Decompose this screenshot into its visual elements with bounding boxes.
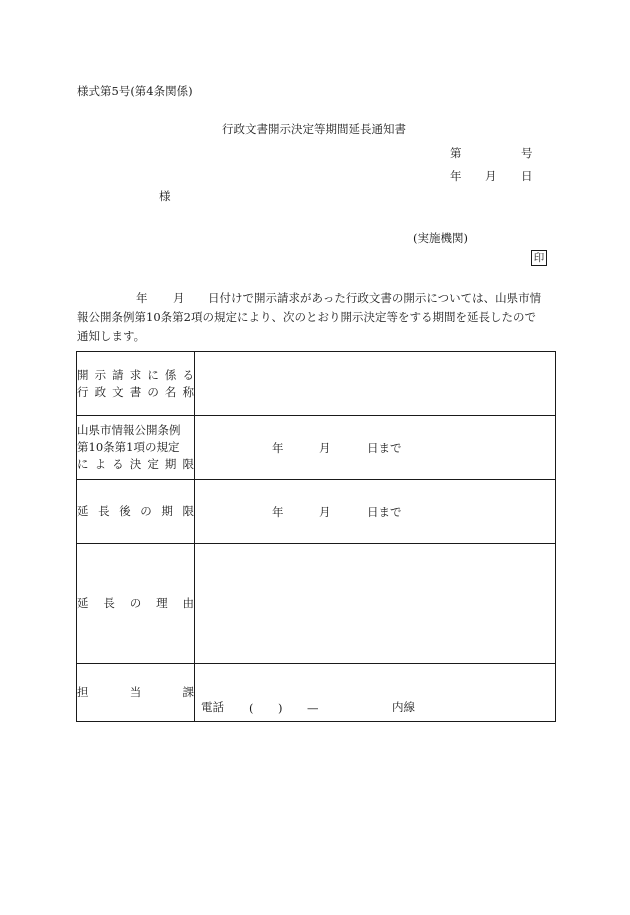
form-number: 様式第5号(第4条関係) (77, 84, 193, 98)
deadline-until: 日まで (367, 440, 402, 455)
table-row (77, 480, 556, 544)
label-line: に よ る 決 定 期 限 (77, 457, 194, 471)
label-extended-deadline (77, 480, 195, 544)
extended-deadline-value[interactable] (195, 480, 556, 544)
date-month: 月 (485, 169, 497, 183)
label-line: 開 示 請 求 に 係 る (77, 367, 194, 382)
number-suffix: 号 (521, 146, 533, 160)
responsible-section-value[interactable] (195, 664, 556, 722)
deadline-month: 月 (319, 440, 331, 455)
document-title: 行政文書開示決定等期間延長通知書 (222, 122, 406, 136)
body-year: 年 (136, 291, 148, 305)
label-line: 第10条第1項の規定 (77, 440, 180, 454)
body-line-2: 報公開条例第10条第2項の規定により、次のとおり開示決定等をする期間を延長したので (77, 310, 536, 324)
number-prefix: 第 (450, 146, 462, 160)
phone-paren-open: ( (249, 701, 254, 715)
form-table (76, 351, 556, 722)
implementing-body: (実施機関) (413, 231, 468, 245)
date-day: 日 (521, 169, 533, 183)
table-row (77, 544, 556, 664)
label-extension-reason (77, 544, 195, 664)
table-row (77, 664, 556, 722)
addressee-honorific: 様 (159, 189, 171, 203)
label-line: 山県市情報公開条例 (77, 423, 181, 437)
seal-mark: 印 (531, 250, 547, 266)
phone-dash: — (307, 701, 319, 715)
extended-until: 日まで (367, 504, 402, 519)
extended-month: 月 (319, 504, 331, 519)
date-year: 年 (450, 169, 462, 183)
phone-label: 電話 (201, 700, 224, 714)
decision-deadline-value[interactable] (195, 416, 556, 480)
extension-label: 内線 (392, 700, 415, 714)
label-line: 延 長 後 の 期 限 (77, 504, 194, 518)
extended-year: 年 (272, 504, 284, 519)
label-decision-deadline (77, 416, 195, 480)
label-line: 延 長 の 理 由 (77, 596, 194, 610)
body-month: 月 (173, 291, 185, 305)
body-line-1: 日付けで開示請求があった行政文書の開示については、山県市情 (208, 291, 542, 305)
deadline-year: 年 (272, 440, 284, 455)
table-row (77, 352, 556, 416)
body-line-3: 通知します。 (77, 329, 146, 343)
label-requested-document (77, 352, 195, 416)
label-line: 行 政 文 書 の 名 称 (77, 384, 194, 399)
table-row (77, 416, 556, 480)
requested-document-value[interactable] (195, 352, 556, 416)
phone-paren-close: ) (278, 701, 283, 715)
label-responsible-section (77, 664, 195, 722)
label-line: 担 当 課 (77, 685, 194, 699)
extension-reason-value[interactable] (195, 544, 556, 664)
